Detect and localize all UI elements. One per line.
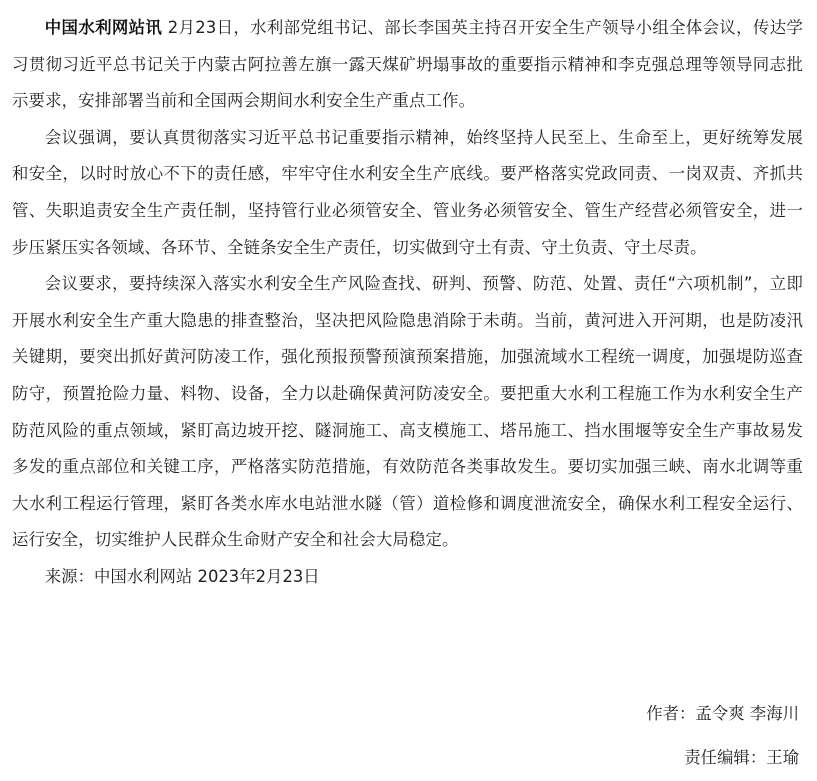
- paragraph-intro: [12, 10, 803, 120]
- paragraph-requirements: 会议要求，要持续深入落实水利安全生产风险查找、研判、预警、防范、处置、责任“六项机制”，立即开展水利安全生产重大隐患的排查整治，坚决把风险隐患消除于未萌。当前，黄河进入开河期，也是防凌汛关键期，要突出抓好黄河防凌工作，强化预报预警预演预案措施，加强流域水工程统一调度，加强堤防巡查防守，预置抢险力量、料物、设备，全力以赴确保黄河防凌安全。要把重大水利工程施工作为水利安全生产防范风险的重点领域，紧盯高边坡开挖、隧洞施工、高支模施工、塔吊施工、挡水围堰等安全生产事故易发多发的重点部位和关键工序，严格落实防范措施，有效防范各类事故发生。要切实加强三峡、南水北调等重大水利工程运行管理，紧盯各类水库水电站泄水隧（管）道检修和调度泄流安全，确保水利工程安全运行、运行安全，切实维护人民群众生命财产安全和社会大局稳定。: [12, 274, 803, 550]
- source-line: 来源：中国水利网站 2023年2月23日: [44, 566, 320, 586]
- paragraph-intro-text: 2月23日，水利部党组书记、部长李国英主持召开安全生产领导小组全体会议，传达学习贯彻习近平总书记关于内蒙古阿拉善左旗一露天煤矿坍塌事故的重要指示精神和李克强总理等领导同志批示要求，安排部署当前和全国两会期间水利安全生产重点工作。: [12, 18, 803, 111]
- paragraph-emphasis: 会议强调，要认真贯彻落实习近平总书记重要指示精神，始终坚持人民至上、生命至上，更好统筹发展和安全，以时时放心不下的责任感，牢牢守住水利安全生产底线。要严格落实党政同责、一岗双责、齐抓共管、失职追责安全生产责任制，坚持管行业必须管安全、管业务必须管安全、管生产经营必须管安全，进一步压紧压实各领域、各环节、全链条安全生产责任，切实做到守土有责、守土负责、守土尽责。: [12, 127, 803, 257]
- editor-line: 责任编辑：王瑜: [684, 748, 799, 767]
- lead-label: 中国水利网站讯: [44, 18, 163, 37]
- author-line: 作者：孟令爽 李海川: [646, 704, 799, 723]
